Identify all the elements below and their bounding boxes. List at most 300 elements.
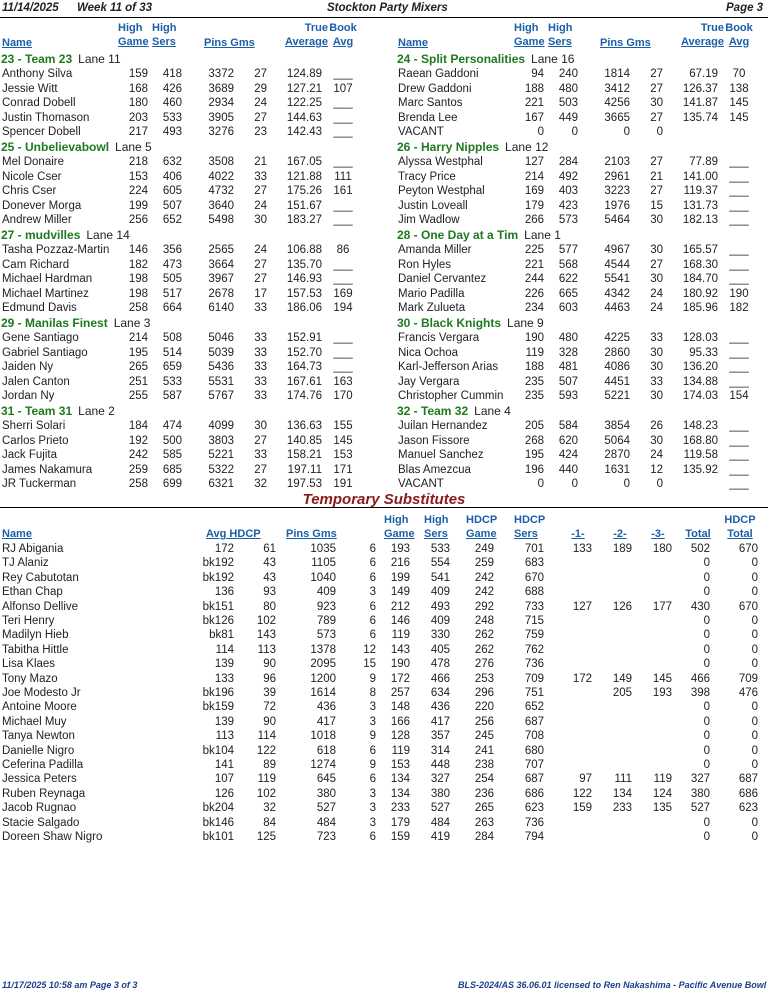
- team-lane: Lane 3: [113, 316, 151, 330]
- sub-name: Stacie Salgado: [2, 816, 80, 829]
- sub-row: [0, 643, 768, 658]
- sub-game2: 149: [612, 672, 632, 685]
- team-title: [397, 52, 574, 66]
- sub-hdcp: 119: [257, 773, 276, 786]
- sub-col-high-game: [384, 513, 414, 541]
- player-row: [0, 389, 390, 404]
- book-avg: ___: [729, 361, 749, 374]
- sub-games: 9: [369, 672, 376, 685]
- sub-hdcp: 102: [256, 615, 276, 627]
- sub-game3: 119: [653, 773, 672, 786]
- sub-games: 6: [369, 744, 376, 757]
- player-name: Jack Fujita: [2, 449, 57, 462]
- games: 33: [254, 449, 267, 462]
- sub-name: Tabitha Hittle: [2, 643, 69, 656]
- high-sers: 632: [162, 156, 182, 168]
- book-avg: 70: [732, 68, 746, 80]
- games: 29: [254, 82, 267, 95]
- sub-pins: 1105: [311, 557, 336, 570]
- sub-hdcp-game: 284: [474, 831, 494, 843]
- sub-pins: 527: [316, 802, 336, 815]
- footer-left: 11/17/2025 10:58 am Page 3 of 3: [2, 980, 138, 990]
- sub-hdcp-total: 0: [751, 744, 758, 757]
- sub-pins: 409: [316, 586, 336, 599]
- pins: 1976: [604, 199, 630, 212]
- games: 24: [254, 199, 267, 212]
- true-average: 140.85: [286, 434, 322, 447]
- pins: 4099: [208, 420, 234, 432]
- games: 33: [254, 332, 267, 344]
- true-average: 186.06: [286, 302, 322, 315]
- high-sers: 585: [162, 449, 182, 462]
- player-row: [396, 477, 768, 492]
- player-name: James Nakamura: [2, 463, 93, 476]
- sub-col-high-sers: [424, 513, 454, 541]
- high-game: 203: [128, 111, 148, 124]
- games: 27: [254, 258, 267, 271]
- player-row: [396, 301, 768, 316]
- sub-hdcp-game: 262: [474, 629, 494, 642]
- high-sers: 664: [162, 302, 182, 315]
- sub-hdcp: 89: [263, 759, 276, 771]
- games: 27: [254, 434, 267, 447]
- team-name: 23 - Team 23: [1, 52, 73, 66]
- player-name: Juilan Hernandez: [398, 420, 488, 432]
- high-sers: 584: [558, 420, 578, 432]
- sub-high-game: 149: [390, 586, 410, 599]
- col-name: [2, 36, 62, 50]
- pins: 2934: [208, 97, 234, 110]
- sub-high-game: 233: [390, 802, 410, 815]
- true-average: 95.33: [689, 346, 718, 359]
- sub-high-sers: 380: [430, 787, 450, 800]
- sub-name: Jessica Peters: [2, 773, 77, 786]
- games: 0: [656, 478, 663, 491]
- sub-high-game: 257: [390, 687, 410, 699]
- sub-hdcp-sers: 762: [524, 643, 544, 656]
- player-row: [396, 331, 768, 346]
- sub-hdcp-game: 236: [474, 787, 494, 800]
- sub-hdcp-total: 0: [751, 629, 758, 642]
- high-game: 192: [128, 434, 148, 447]
- high-sers: 460: [162, 97, 182, 110]
- high-sers: 507: [558, 375, 578, 388]
- sub-hdcp: 84: [263, 816, 276, 829]
- true-average: 119.37: [683, 185, 718, 198]
- pins: 5064: [604, 434, 630, 447]
- true-average: 184.70: [682, 273, 718, 286]
- pins: 3640: [208, 199, 234, 212]
- pins: 4451: [604, 375, 630, 388]
- sub-col-g2: [608, 527, 632, 541]
- sub-hdcp-total: 0: [751, 730, 758, 743]
- sub-hdcp-total: 0: [751, 701, 758, 714]
- pins: 1631: [604, 463, 630, 476]
- sub-row: [0, 585, 768, 600]
- games: 24: [254, 97, 267, 110]
- sub-hdcp-sers: 687: [524, 715, 544, 728]
- pins: 3508: [208, 156, 234, 168]
- sub-high-game: 190: [390, 658, 410, 671]
- pins: 5322: [208, 463, 234, 476]
- sub-avg: bk192: [202, 557, 234, 570]
- sub-col-line2: Game: [466, 528, 497, 540]
- col-high-game: [118, 21, 154, 49]
- col-name-text: Name: [398, 37, 428, 49]
- book-avg: ___: [333, 346, 353, 359]
- sub-hdcp: 125: [256, 831, 276, 843]
- pins: 4463: [604, 302, 630, 315]
- player-row: [0, 360, 390, 375]
- sub-hdcp: 122: [256, 744, 276, 757]
- team-name: 28 - One Day at a Tim: [397, 228, 519, 242]
- sub-hdcp-game: 265: [474, 802, 494, 815]
- high-sers: 0: [571, 126, 578, 139]
- games: 33: [254, 361, 267, 374]
- sub-col-pins-gms: [286, 527, 358, 541]
- player-name: Amanda Miller: [398, 244, 472, 256]
- sub-hdcp-game: 248: [474, 615, 494, 627]
- sub-avg: 139: [214, 658, 234, 671]
- pins: 3276: [208, 126, 234, 139]
- col-book-avg-line1: Book: [329, 22, 357, 34]
- sub-avg: 141: [214, 759, 234, 771]
- week-label: Week 11 of 33: [77, 2, 153, 14]
- high-sers: 699: [162, 478, 182, 491]
- true-average: 126.37: [682, 82, 718, 95]
- sub-games: 3: [369, 816, 376, 829]
- sub-name: Rey Cabutotan: [2, 571, 79, 584]
- team-name: 30 - Black Knights: [397, 316, 502, 330]
- true-average: 151.67: [286, 199, 322, 212]
- col-book-avg-line2: Avg: [332, 36, 354, 48]
- high-game: 259: [128, 463, 148, 476]
- team-name: 27 - mudvilles: [1, 228, 81, 242]
- sub-hdcp: 43: [263, 571, 276, 584]
- sub-col-line1: HDCP: [514, 514, 546, 526]
- player-name: Conrad Dobell: [2, 97, 76, 110]
- high-game: 198: [128, 273, 148, 286]
- high-game: 180: [128, 97, 148, 110]
- sub-high-sers: 484: [430, 816, 450, 829]
- player-name: Blas Amezcua: [398, 463, 471, 476]
- col-high-game-line1: High: [118, 22, 143, 34]
- sub-hdcp-sers: 701: [524, 543, 544, 555]
- book-avg: 145: [729, 97, 749, 110]
- sub-high-sers: 466: [430, 672, 450, 685]
- book-avg: ___: [729, 463, 749, 476]
- player-name: Edmund Davis: [2, 302, 77, 315]
- team-lane: Lane 11: [78, 52, 121, 66]
- games: 33: [254, 390, 267, 403]
- sub-name: Teri Henry: [2, 615, 55, 627]
- sub-total: 327: [690, 773, 710, 786]
- high-sers: 0: [571, 478, 578, 491]
- sub-row: [0, 542, 768, 557]
- sub-high-sers: 527: [430, 802, 450, 815]
- col-high-game-line2: Game: [118, 36, 149, 48]
- sub-hdcp-game: 262: [474, 643, 494, 656]
- sub-games: 6: [369, 773, 376, 786]
- book-avg: 182: [729, 302, 749, 315]
- book-avg: 161: [333, 185, 353, 198]
- player-name: Jay Vergara: [398, 375, 460, 388]
- sub-avg: 107: [214, 773, 234, 786]
- book-avg: 155: [333, 420, 353, 432]
- sub-high-game: 148: [390, 701, 410, 714]
- sub-high-sers: 493: [430, 600, 450, 613]
- high-sers: 423: [558, 199, 578, 212]
- pins: 4022: [208, 170, 234, 183]
- player-row: [0, 96, 390, 111]
- sub-col-line2: Game: [384, 528, 415, 540]
- sub-hdcp-sers: 736: [524, 658, 544, 671]
- book-avg: ___: [333, 68, 353, 80]
- games: 21: [650, 170, 663, 183]
- sub-col-g3: [646, 527, 670, 541]
- sub-name: Lisa Klaes: [2, 658, 56, 671]
- sub-total: 0: [703, 586, 710, 599]
- high-sers: 440: [558, 463, 578, 476]
- pins: 3223: [604, 185, 630, 198]
- high-game: 235: [524, 390, 544, 403]
- sub-avg: bk126: [202, 615, 234, 627]
- sub-hdcp: 96: [263, 672, 276, 685]
- games: 30: [650, 273, 663, 286]
- sub-games: 6: [369, 629, 376, 642]
- sub-high-sers: 327: [430, 773, 450, 786]
- games: 32: [254, 478, 267, 491]
- true-average: 148.23: [682, 420, 718, 432]
- sub-hdcp-game: 253: [474, 672, 494, 685]
- high-sers: 505: [162, 273, 182, 286]
- true-average: 164.73: [286, 361, 322, 374]
- sub-game2: 205: [612, 687, 632, 699]
- player-row: [396, 125, 768, 140]
- player-row: [396, 82, 768, 97]
- sub-hdcp-total: 0: [751, 643, 758, 656]
- high-game: 221: [524, 258, 544, 271]
- high-game: 196: [524, 463, 544, 476]
- col-book-avg: [724, 21, 754, 49]
- col-book-avg-line2: Avg: [728, 36, 750, 48]
- sub-hdcp: 113: [257, 643, 276, 656]
- true-average: 135.70: [286, 258, 322, 271]
- sub-pins: 1018: [310, 730, 336, 743]
- sub-game3: 193: [652, 687, 672, 699]
- book-avg: 169: [333, 287, 353, 300]
- sub-row: [0, 614, 768, 629]
- high-sers: 426: [162, 82, 182, 95]
- sub-high-sers: 554: [430, 557, 450, 570]
- pins: 3803: [208, 434, 234, 447]
- team-lane: Lane 12: [505, 140, 549, 154]
- sub-games: 6: [369, 600, 376, 613]
- sub-pins: 2095: [310, 658, 336, 671]
- team-name: 24 - Split Personalities: [397, 52, 526, 66]
- pins: 0: [623, 478, 630, 491]
- sub-col-hdcp-sers: [514, 513, 550, 541]
- sub-high-sers: 357: [430, 730, 450, 743]
- high-sers: 620: [558, 434, 578, 447]
- sub-game1: 127: [572, 600, 592, 613]
- sub-hdcp-total: 0: [751, 831, 758, 843]
- sub-total: 0: [703, 715, 710, 728]
- sub-hdcp-sers: 670: [524, 571, 544, 584]
- high-sers: 507: [162, 199, 182, 212]
- pins: 3905: [208, 111, 234, 124]
- player-row: [396, 155, 768, 170]
- sub-avg: bk204: [202, 802, 234, 815]
- pins: 4544: [604, 258, 630, 271]
- sub-hdcp-total: 670: [738, 600, 758, 613]
- true-average: 106.88: [286, 244, 322, 256]
- high-game: 159: [128, 68, 148, 80]
- sub-high-game: 166: [390, 715, 410, 728]
- pins: 5531: [208, 375, 234, 388]
- games: 30: [650, 214, 663, 227]
- sub-avg: 114: [215, 643, 234, 656]
- sub-total: 0: [703, 744, 710, 757]
- sub-game2: 134: [612, 787, 632, 800]
- col-true-average: [276, 21, 328, 49]
- sub-hdcp-total: 0: [751, 615, 758, 627]
- sub-name: Doreen Shaw Nigro: [2, 831, 103, 843]
- player-name: Donever Morga: [2, 199, 82, 212]
- player-row: [396, 96, 768, 111]
- sub-hdcp-sers: 759: [524, 629, 544, 642]
- games: 33: [254, 375, 267, 388]
- sub-hdcp: 61: [263, 543, 276, 555]
- true-average: 134.88: [682, 375, 718, 388]
- high-game: 258: [128, 302, 148, 315]
- true-average: 167.61: [286, 375, 322, 388]
- sub-row: [0, 787, 768, 802]
- true-average: 182.13: [682, 214, 718, 227]
- sub-col-g1: [566, 527, 590, 541]
- book-avg: ___: [729, 346, 749, 359]
- pins: 5221: [208, 449, 234, 462]
- high-game: 225: [524, 244, 544, 256]
- team-name: 25 - Unbelievabowl: [1, 140, 110, 154]
- book-avg: 145: [333, 434, 353, 447]
- sub-col-text: Avg HDCP: [206, 528, 261, 540]
- games: 30: [650, 390, 663, 403]
- sub-avg: bk81: [209, 629, 234, 642]
- team-title: [1, 228, 130, 242]
- high-sers: 514: [162, 346, 182, 359]
- player-row: [396, 389, 768, 404]
- player-name: Daniel Cervantez: [398, 273, 487, 286]
- sub-col-hdcp-game: [466, 513, 502, 541]
- team-title: [397, 404, 511, 418]
- sub-pins: 484: [316, 816, 336, 829]
- book-avg: ___: [729, 478, 749, 491]
- book-avg: 111: [334, 170, 352, 183]
- player-row: [396, 199, 768, 214]
- sub-hdcp-total: 623: [738, 802, 758, 815]
- high-game: 217: [128, 126, 148, 139]
- player-name: JR Tuckerman: [2, 478, 77, 491]
- player-name: Jim Wadlow: [398, 214, 460, 227]
- player-row: [396, 346, 768, 361]
- sub-hdcp-sers: 707: [524, 759, 544, 771]
- col-name: [398, 36, 458, 50]
- games: 30: [254, 420, 267, 432]
- sub-name: Tony Mazo: [2, 672, 58, 685]
- games: 33: [650, 375, 663, 388]
- player-row: [0, 199, 390, 214]
- sub-high-game: 172: [390, 672, 410, 685]
- sub-high-sers: 478: [430, 658, 450, 671]
- pins: 2678: [208, 287, 234, 300]
- sub-total: 430: [690, 600, 710, 613]
- col-pins-gms: [600, 36, 670, 50]
- team-lane: Lane 2: [78, 404, 115, 418]
- true-average: 146.93: [286, 273, 322, 286]
- player-name: Jalen Canton: [2, 375, 70, 388]
- player-row: [0, 155, 390, 170]
- sub-pins: 417: [316, 715, 336, 728]
- player-row: [0, 243, 390, 258]
- sub-pins: 1035: [310, 543, 336, 555]
- true-average: 152.91: [286, 332, 322, 344]
- player-row: [0, 213, 390, 228]
- high-game: 188: [524, 82, 544, 95]
- sub-total: 0: [703, 831, 710, 843]
- true-average: 174.03: [682, 390, 718, 403]
- sub-hdcp-sers: 686: [524, 787, 544, 800]
- games: 26: [650, 420, 663, 432]
- high-game: 190: [524, 332, 544, 344]
- player-row: [396, 375, 768, 390]
- high-game: 119: [525, 346, 544, 359]
- sub-game3: 180: [652, 543, 672, 555]
- sub-game1: 133: [572, 543, 592, 555]
- games: 23: [254, 126, 267, 139]
- player-name: Raean Gaddoni: [398, 68, 479, 80]
- book-avg: ___: [333, 273, 353, 286]
- true-average: 185.96: [682, 302, 718, 315]
- player-name: Justin Thomason: [2, 111, 90, 124]
- player-name: VACANT: [398, 478, 444, 491]
- book-avg: ___: [333, 97, 353, 110]
- col-true-average-line2: Average: [680, 36, 724, 48]
- player-name: Gene Santiago: [2, 332, 79, 344]
- team-lane: Lane 16: [531, 52, 575, 66]
- sub-name: Joe Modesto Jr: [2, 687, 81, 699]
- sub-high-game: 128: [390, 730, 410, 743]
- high-sers: 685: [162, 463, 182, 476]
- player-row: [0, 287, 390, 302]
- player-name: Nicole Cser: [2, 170, 62, 183]
- col-high-sers: [152, 21, 188, 49]
- sub-avg: 113: [215, 730, 234, 743]
- player-row: [0, 346, 390, 361]
- true-average: 168.80: [682, 434, 718, 447]
- pins: 5541: [604, 273, 630, 286]
- sub-hdcp-total: 0: [751, 571, 758, 584]
- true-average: 197.11: [287, 463, 322, 476]
- player-name: Drew Gaddoni: [398, 82, 472, 95]
- sub-row: [0, 672, 768, 687]
- high-sers: 533: [162, 111, 182, 124]
- sub-row: [0, 571, 768, 586]
- games: 30: [254, 214, 267, 227]
- player-name: Jaiden Ny: [2, 361, 54, 374]
- player-name: Karl-Jefferson Arias: [398, 361, 499, 374]
- player-name: Francis Vergara: [398, 332, 480, 344]
